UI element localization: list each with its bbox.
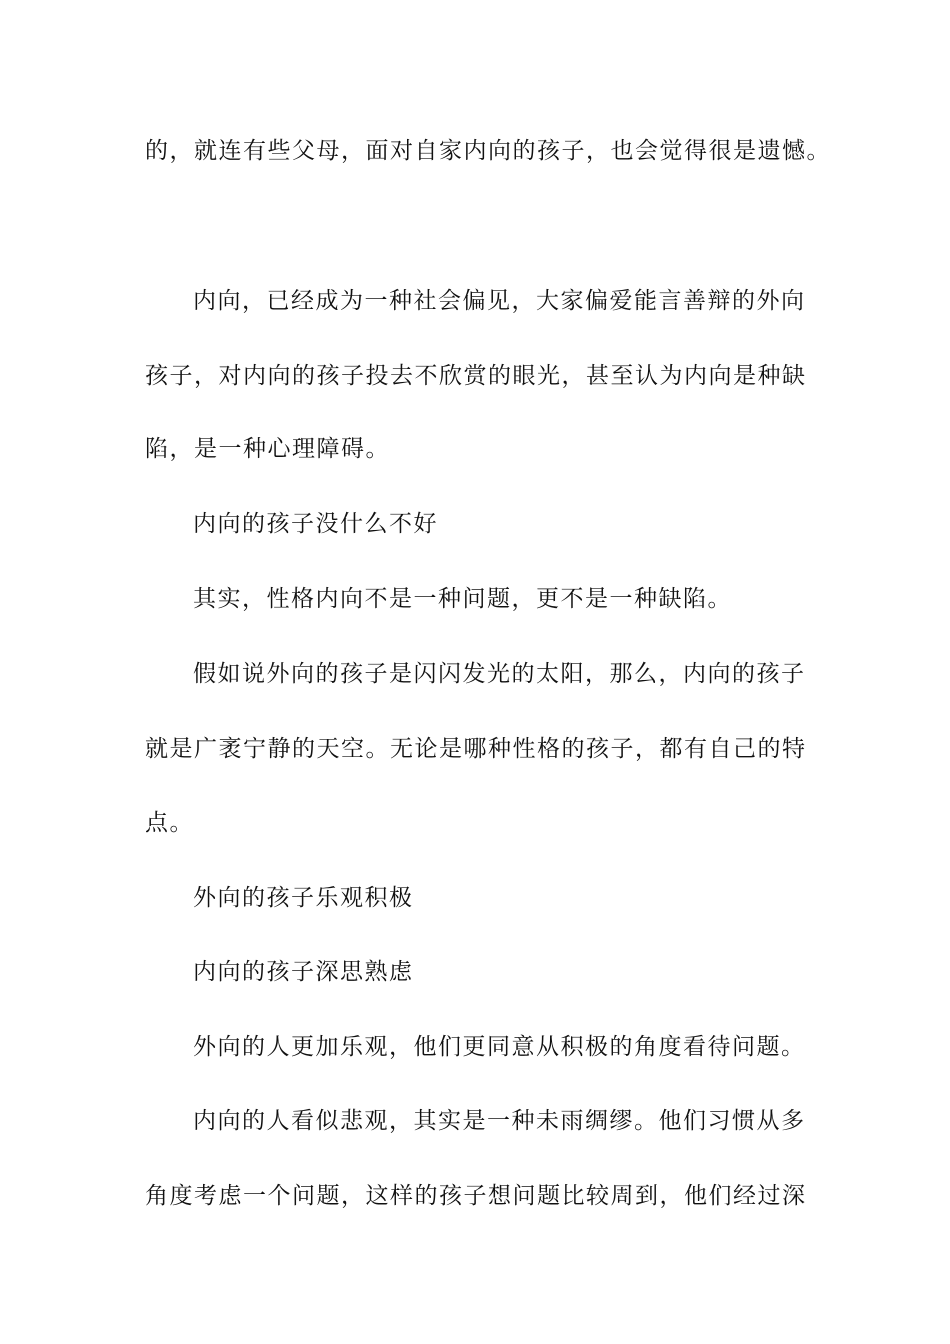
paragraph-first-line: 假如说外向的孩子是闪闪发光的太阳，那么，内向的孩子 [193,661,806,687]
section-heading: 内向的孩子深思熟虑 [193,959,414,985]
text-line: 的，就连有些父母，面对自家内向的孩子，也会觉得很是遗憾。 [145,138,831,164]
text-line: 陷，是一种心理障碍。 [145,436,390,462]
text-line: 角度考虑一个问题，这样的孩子想问题比较周到，他们经过深 [145,1183,807,1209]
paragraph-first-line: 内向的人看似悲观，其实是一种未雨绸缪。他们习惯从多 [193,1108,806,1134]
paragraph-first-line: 其实，性格内向不是一种问题，更不是一种缺陷。 [193,586,732,612]
paragraph-first-line: 内向，已经成为一种社会偏见，大家偏爱能言善辩的外向 [193,288,806,314]
section-heading: 内向的孩子没什么不好 [193,511,438,537]
text-line: 孩子，对内向的孩子投去不欣赏的眼光，甚至认为内向是种缺 [145,363,807,389]
section-heading: 外向的孩子乐观积极 [193,885,414,911]
text-line: 点。 [145,810,194,836]
paragraph-first-line: 外向的人更加乐观，他们更同意从积极的角度看待问题。 [193,1034,806,1060]
text-line: 就是广袤宁静的天空。无论是哪种性格的孩子，都有自己的特 [145,736,807,762]
